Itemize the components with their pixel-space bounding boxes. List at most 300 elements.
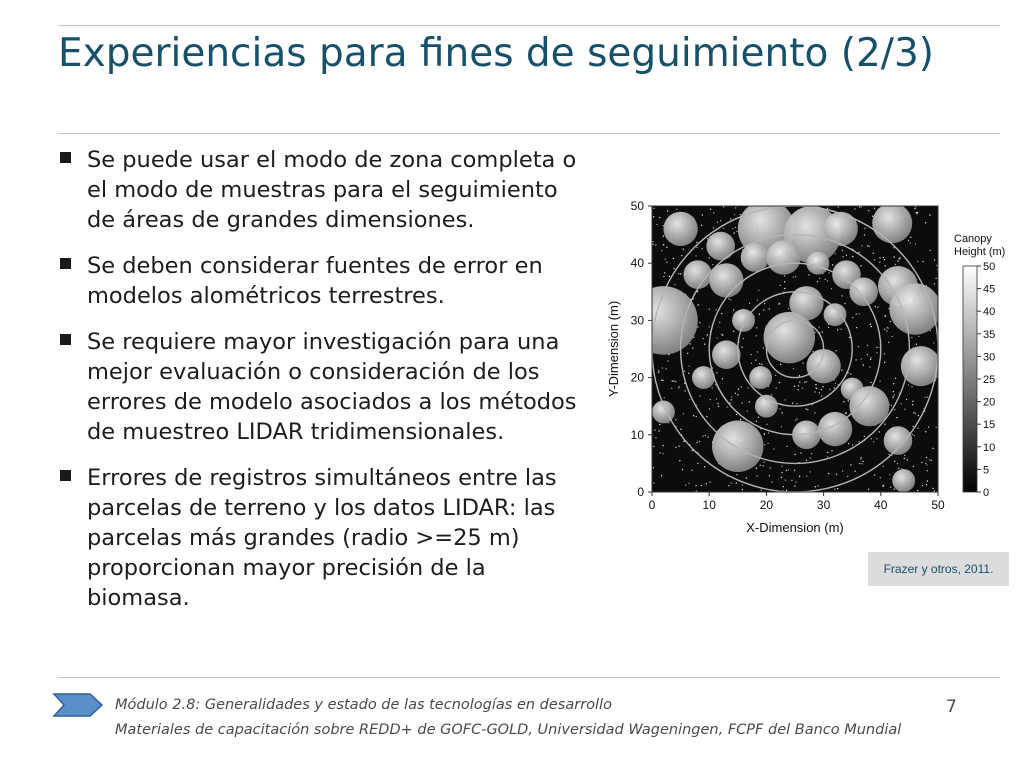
lidar-point <box>837 329 838 330</box>
lidar-point <box>797 418 798 419</box>
tree-crown <box>884 426 913 455</box>
lidar-point <box>799 382 800 383</box>
lidar-point <box>729 402 730 403</box>
lidar-point <box>699 322 700 323</box>
lidar-point <box>787 446 788 447</box>
lidar-point <box>667 210 668 211</box>
bullet-text: Errores de registros simultáneos entre las parcelas de terreno y los datos LIDAR: las parcelas más grandes (radio >=25 m) proporcionan mayor precisión de la biomasa. <box>87 465 557 611</box>
lidar-point <box>870 324 871 325</box>
lidar-point <box>863 461 864 462</box>
lidar-point <box>786 490 787 491</box>
lidar-point <box>846 412 847 413</box>
canopy-height-chart <box>600 190 1020 540</box>
lidar-point <box>782 412 783 413</box>
lidar-point <box>933 342 934 343</box>
title-underline <box>58 133 1000 134</box>
lidar-point <box>666 262 667 263</box>
slide-title: Experiencias para fines de seguimiento (2/3) <box>58 31 934 76</box>
x-axis-ticks <box>649 492 945 512</box>
lidar-point <box>758 290 759 291</box>
lidar-point <box>737 394 738 395</box>
y-axis-ticks <box>631 199 652 499</box>
footer-module-text: Módulo 2.8: Generalidades y estado de las tecnologías en desarrollo <box>115 697 612 713</box>
square-bullet-icon <box>60 152 71 163</box>
lidar-point <box>689 399 690 400</box>
lidar-point <box>734 214 735 215</box>
lidar-point <box>834 387 835 388</box>
lidar-point <box>679 460 680 461</box>
lidar-point <box>883 257 884 258</box>
square-bullet-icon <box>60 470 71 481</box>
lidar-point <box>780 285 781 286</box>
colorbar-tick-label: 5 <box>983 464 990 477</box>
tree-crown <box>892 469 915 492</box>
citation-box: Frazer y otros, 2011. <box>868 552 1009 586</box>
lidar-point <box>889 474 890 475</box>
lidar-point <box>911 337 912 338</box>
lidar-point <box>794 386 795 387</box>
lidar-point <box>758 417 759 418</box>
lidar-point <box>917 428 918 429</box>
lidar-point <box>662 367 663 368</box>
lidar-point <box>806 408 807 409</box>
lidar-point <box>850 373 851 374</box>
lidar-point <box>929 459 930 460</box>
y-tick-label: 40 <box>630 256 644 271</box>
lidar-point <box>793 368 794 369</box>
lidar-point <box>718 406 719 407</box>
lidar-point <box>929 215 930 216</box>
lidar-point <box>886 330 887 331</box>
lidar-point <box>784 275 785 276</box>
lidar-point <box>661 475 662 476</box>
lidar-point <box>852 317 853 318</box>
lidar-point <box>879 262 880 263</box>
lidar-point <box>836 350 837 351</box>
colorbar-tick-label: 10 <box>983 441 996 454</box>
lidar-point <box>924 397 925 398</box>
lidar-point <box>653 467 654 468</box>
colorbar <box>963 266 977 492</box>
lidar-point <box>867 345 868 346</box>
lidar-point <box>786 470 787 471</box>
lidar-point <box>674 268 675 269</box>
x-tick-label: 40 <box>874 498 888 512</box>
lidar-point <box>827 456 828 457</box>
lidar-point <box>922 485 923 486</box>
lidar-point <box>659 430 660 431</box>
lidar-point <box>893 391 894 392</box>
tree-crown <box>749 366 772 389</box>
tree-crown <box>824 212 858 246</box>
colorbar-title-line1: Canopy <box>954 233 992 245</box>
lidar-point <box>803 363 804 364</box>
lidar-point <box>697 291 698 292</box>
bullet-item <box>58 251 578 311</box>
lidar-point <box>898 468 899 469</box>
lidar-point <box>659 424 660 425</box>
lidar-point <box>763 347 764 348</box>
lidar-point <box>749 303 750 304</box>
lidar-point <box>659 217 660 218</box>
lidar-point <box>756 421 757 422</box>
lidar-point <box>782 472 783 473</box>
lidar-point <box>720 220 721 221</box>
lidar-point <box>793 277 794 278</box>
lidar-point <box>816 387 817 388</box>
lidar-point <box>709 408 710 409</box>
lidar-point <box>722 335 723 336</box>
lidar-point <box>764 444 765 445</box>
lidar-point <box>906 399 907 400</box>
lidar-point <box>672 381 673 382</box>
lidar-point <box>784 288 785 289</box>
lidar-point <box>934 490 935 491</box>
lidar-point <box>890 321 891 322</box>
lidar-point <box>788 469 789 470</box>
bullet-text: Se requiere mayor investigación para una mejor evaluación o consideración de los errores de modelo asociados a los métodos de muestreo LIDAR tridimensionales. <box>87 329 577 445</box>
lidar-point <box>715 384 716 385</box>
lidar-point <box>723 228 724 229</box>
lidar-point <box>708 437 709 438</box>
lidar-point <box>859 463 860 464</box>
lidar-point <box>679 386 680 387</box>
lidar-point <box>831 450 832 451</box>
lidar-point <box>828 473 829 474</box>
lidar-point <box>844 303 845 304</box>
lidar-point <box>788 308 789 309</box>
tree-crown <box>712 421 763 472</box>
square-bullet-icon <box>60 334 71 345</box>
lidar-point <box>904 455 905 456</box>
lidar-point <box>660 452 661 453</box>
lidar-point <box>717 222 718 223</box>
lidar-point <box>914 435 915 436</box>
lidar-point <box>810 471 811 472</box>
lidar-point <box>730 218 731 219</box>
lidar-point <box>728 485 729 486</box>
lidar-point <box>925 463 926 464</box>
lidar-point <box>926 484 927 485</box>
page-number: 7 <box>946 697 957 717</box>
lidar-point <box>796 403 797 404</box>
footer-materials-text: Materiales de capacitación sobre REDD+ de GOFC-GOLD, Universidad Wageningen, FCPF del Banco Mundial <box>115 722 902 738</box>
lidar-point <box>884 362 885 363</box>
lidar-point <box>707 334 708 335</box>
lidar-point <box>901 403 902 404</box>
lidar-point <box>742 489 743 490</box>
lidar-point <box>654 482 655 483</box>
chevron-arrow-icon <box>52 692 104 718</box>
lidar-point <box>712 387 713 388</box>
lidar-point <box>713 227 714 228</box>
bullet-text: Se deben considerar fuentes de error en modelos alométricos terrestres. <box>87 253 543 309</box>
lidar-point <box>894 489 895 490</box>
y-tick-label: 20 <box>630 370 644 385</box>
lidar-point <box>756 468 757 469</box>
lidar-point <box>740 419 741 420</box>
lidar-point <box>785 480 786 481</box>
lidar-point <box>876 438 877 439</box>
lidar-point <box>815 486 816 487</box>
lidar-point <box>663 236 664 237</box>
lidar-point <box>916 344 917 345</box>
lidar-point <box>821 396 822 397</box>
lidar-point <box>779 382 780 383</box>
lidar-point <box>794 486 795 487</box>
lidar-point <box>663 445 664 446</box>
lidar-point <box>926 457 927 458</box>
lidar-point <box>842 295 843 296</box>
lidar-point <box>911 386 912 387</box>
lidar-point <box>684 371 685 372</box>
lidar-point <box>806 476 807 477</box>
lidar-point <box>864 436 865 437</box>
lidar-point <box>759 314 760 315</box>
lidar-point <box>710 209 711 210</box>
lidar-point <box>822 386 823 387</box>
lidar-point <box>764 303 765 304</box>
lidar-point <box>742 485 743 486</box>
lidar-point <box>842 470 843 471</box>
lidar-point <box>757 351 758 352</box>
lidar-point <box>707 238 708 239</box>
tree-crown <box>663 212 697 246</box>
lidar-point <box>801 452 802 453</box>
lidar-point <box>741 347 742 348</box>
lidar-point <box>856 327 857 328</box>
lidar-point <box>913 426 914 427</box>
lidar-point <box>769 475 770 476</box>
tree-crown <box>872 203 912 243</box>
bullet-item <box>58 145 578 235</box>
lidar-point <box>908 384 909 385</box>
tree-crown <box>706 232 735 261</box>
lidar-point <box>872 216 873 217</box>
lidar-point <box>687 353 688 354</box>
lidar-point <box>701 225 702 226</box>
x-tick-label: 20 <box>759 498 774 512</box>
lidar-point <box>806 381 807 382</box>
lidar-point <box>873 253 874 254</box>
lidar-point <box>691 470 692 471</box>
lidar-point <box>915 243 916 244</box>
lidar-point <box>859 441 860 442</box>
bullet-item <box>58 327 578 447</box>
lidar-point <box>781 477 782 478</box>
tree-crown <box>824 303 847 326</box>
lidar-point <box>682 469 683 470</box>
lidar-point <box>916 213 917 214</box>
lidar-point <box>715 309 716 310</box>
lidar-point <box>709 257 710 258</box>
lidar-point <box>873 441 874 442</box>
lidar-point <box>852 256 853 257</box>
lidar-point <box>730 299 731 300</box>
lidar-point <box>738 389 739 390</box>
lidar-point <box>819 278 820 279</box>
lidar-point <box>910 242 911 243</box>
lidar-point <box>722 378 723 379</box>
lidar-point <box>876 347 877 348</box>
lidar-point <box>862 463 863 464</box>
lidar-point <box>697 442 698 443</box>
lidar-point <box>700 396 701 397</box>
y-tick-label: 0 <box>637 485 644 499</box>
lidar-point <box>914 208 915 209</box>
lidar-point <box>662 453 663 454</box>
lidar-point <box>775 375 776 376</box>
lidar-point <box>888 342 889 343</box>
lidar-point <box>751 363 752 364</box>
lidar-point <box>894 461 895 462</box>
lidar-point <box>932 448 933 449</box>
lidar-point <box>736 414 737 415</box>
lidar-point <box>697 326 698 327</box>
lidar-point <box>766 424 767 425</box>
lidar-point <box>698 304 699 305</box>
lidar-point <box>841 370 842 371</box>
lidar-point <box>776 388 777 389</box>
lidar-point <box>702 214 703 215</box>
lidar-point <box>880 381 881 382</box>
lidar-point <box>814 412 815 413</box>
lidar-point <box>927 397 928 398</box>
lidar-point <box>731 483 732 484</box>
lidar-point <box>746 477 747 478</box>
lidar-point <box>736 474 737 475</box>
lidar-point <box>876 352 877 353</box>
lidar-point <box>731 396 732 397</box>
lidar-point <box>917 490 918 491</box>
lidar-point <box>891 405 892 406</box>
lidar-point <box>870 359 871 360</box>
lidar-point <box>755 360 756 361</box>
lidar-point <box>666 247 667 248</box>
x-tick-label: 30 <box>816 498 831 512</box>
lidar-point <box>927 480 928 481</box>
lidar-point <box>869 366 870 367</box>
lidar-point <box>655 437 656 438</box>
lidar-point <box>798 389 799 390</box>
tree-crown <box>741 243 770 272</box>
lidar-point <box>877 307 878 308</box>
lidar-point <box>674 381 675 382</box>
lidar-point <box>821 389 822 390</box>
lidar-point <box>934 283 935 284</box>
lidar-point <box>785 399 786 400</box>
lidar-point <box>696 247 697 248</box>
lidar-point <box>728 298 729 299</box>
colorbar-title-line2: Height (m) <box>954 246 1006 258</box>
lidar-point <box>885 265 886 266</box>
lidar-point <box>688 373 689 374</box>
lidar-point <box>732 228 733 229</box>
lidar-point <box>908 240 909 241</box>
lidar-point <box>735 393 736 394</box>
lidar-point <box>717 403 718 404</box>
lidar-point <box>792 403 793 404</box>
bullet-item <box>58 463 578 613</box>
lidar-point <box>781 466 782 467</box>
lidar-point <box>769 309 770 310</box>
lidar-point <box>664 272 665 273</box>
lidar-point <box>913 466 914 467</box>
lidar-point <box>768 432 769 433</box>
tree-crown <box>712 340 741 369</box>
lidar-point <box>740 214 741 215</box>
lidar-point <box>810 457 811 458</box>
lidar-point <box>921 462 922 463</box>
lidar-point <box>795 276 796 277</box>
lidar-point <box>927 470 928 471</box>
lidar-point <box>858 346 859 347</box>
lidar-point <box>874 259 875 260</box>
lidar-point <box>669 276 670 277</box>
lidar-point <box>689 366 690 367</box>
lidar-point <box>890 487 891 488</box>
lidar-point <box>798 385 799 386</box>
lidar-point <box>895 378 896 379</box>
lidar-point <box>795 481 796 482</box>
lidar-point <box>897 260 898 261</box>
lidar-point <box>827 452 828 453</box>
lidar-point <box>662 380 663 381</box>
lidar-point <box>756 327 757 328</box>
lidar-point <box>690 343 691 344</box>
lidar-point <box>863 364 864 365</box>
lidar-point <box>895 264 896 265</box>
lidar-point <box>892 336 893 337</box>
lidar-point <box>692 348 693 349</box>
lidar-point <box>671 388 672 389</box>
lidar-point <box>710 482 711 483</box>
lidar-point <box>811 453 812 454</box>
lidar-point <box>930 250 931 251</box>
y-tick-label: 10 <box>630 427 644 442</box>
lidar-point <box>927 464 928 465</box>
lidar-point <box>915 413 916 414</box>
lidar-point <box>653 446 654 447</box>
lidar-point <box>663 244 664 245</box>
lidar-point <box>874 474 875 475</box>
lidar-point <box>860 458 861 459</box>
lidar-point <box>817 281 818 282</box>
lidar-point <box>706 483 707 484</box>
lidar-point <box>661 250 662 251</box>
lidar-point <box>912 401 913 402</box>
lidar-point <box>848 443 849 444</box>
lidar-point <box>838 207 839 208</box>
lidar-point <box>883 466 884 467</box>
lidar-point <box>696 255 697 256</box>
lidar-point <box>709 309 710 310</box>
lidar-point <box>721 313 722 314</box>
lidar-point <box>734 233 735 234</box>
lidar-point <box>795 420 796 421</box>
lidar-point <box>676 209 677 210</box>
lidar-point <box>760 465 761 466</box>
lidar-point <box>658 370 659 371</box>
lidar-point <box>691 450 692 451</box>
lidar-point <box>679 446 680 447</box>
lidar-point <box>842 250 843 251</box>
lidar-point <box>835 253 836 254</box>
lidar-point <box>761 364 762 365</box>
lidar-point <box>764 461 765 462</box>
lidar-point <box>918 336 919 337</box>
lidar-point <box>925 431 926 432</box>
